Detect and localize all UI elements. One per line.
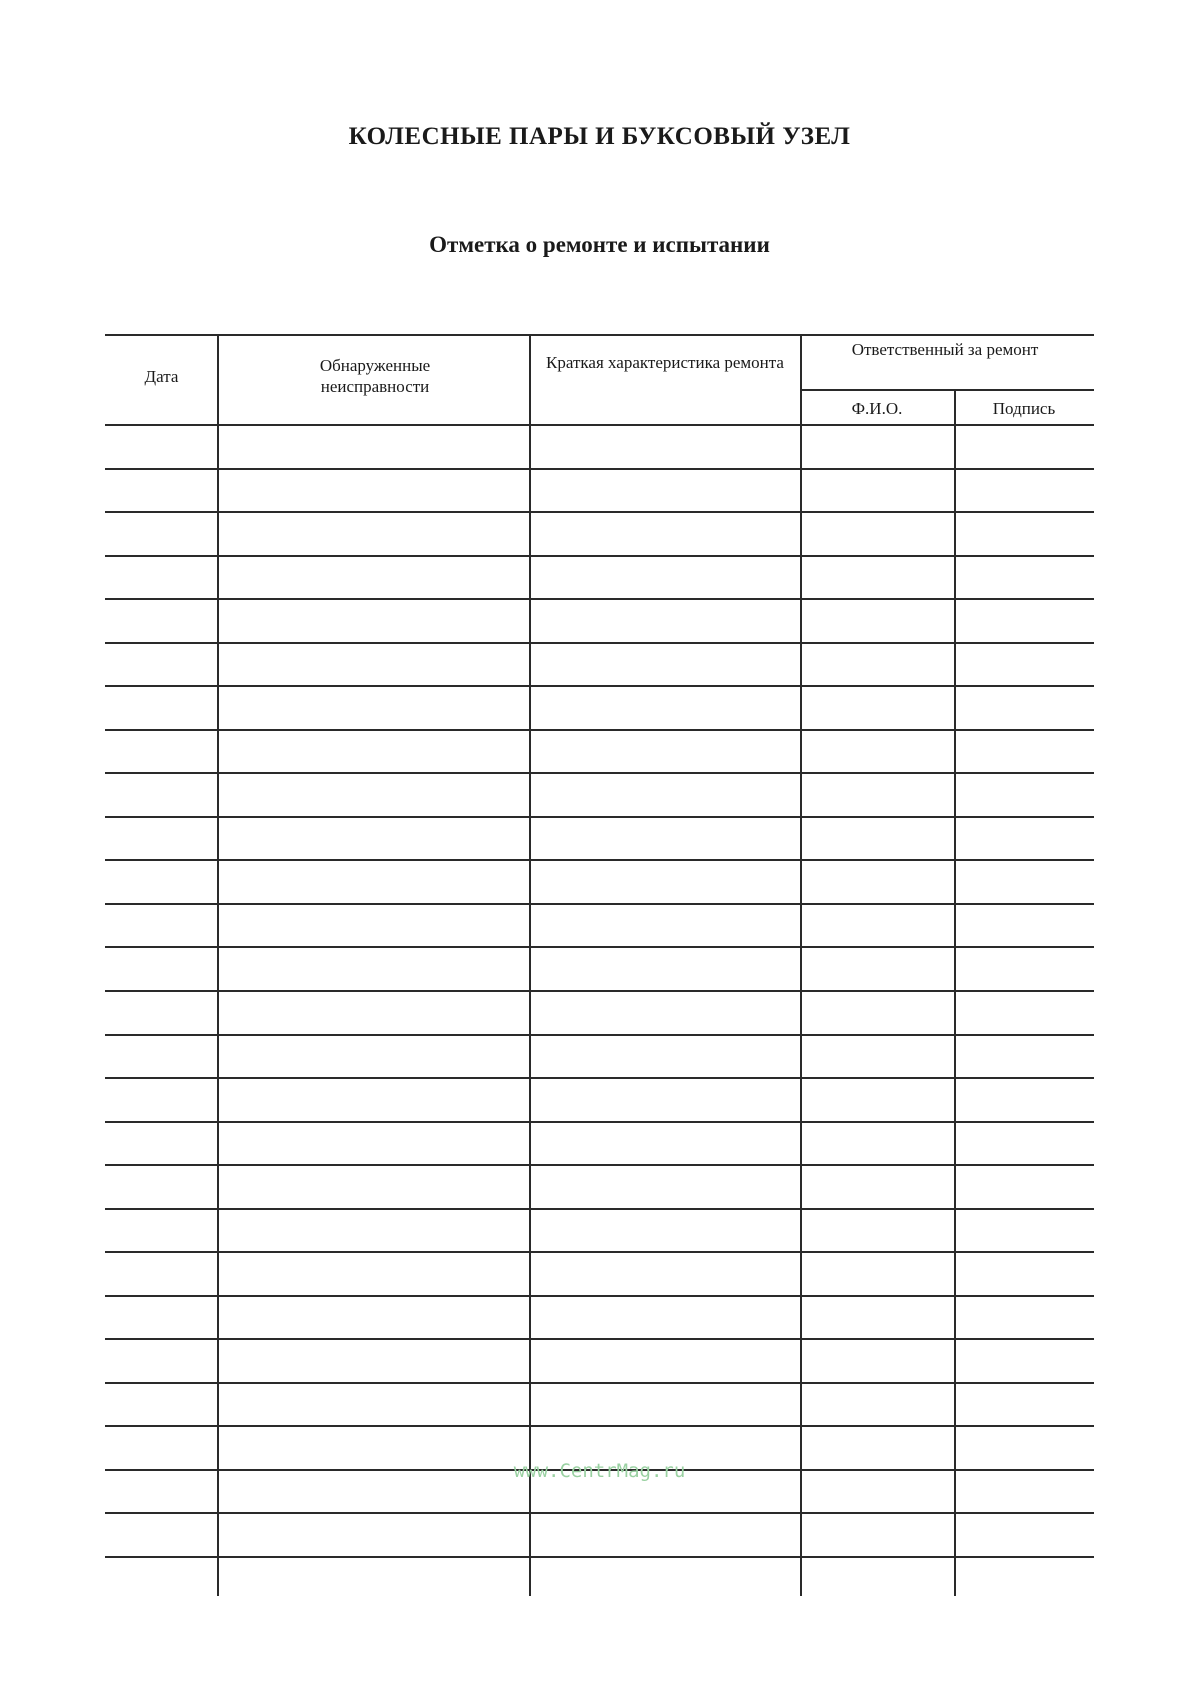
column-header-date: Дата (144, 367, 179, 386)
document-title: КОЛЕСНЫЕ ПАРЫ И БУКСОВЫЙ УЗЕЛ (348, 123, 851, 150)
watermark-text: www.CentrMag.ru (513, 1460, 686, 1482)
column-header-defects: Обнаруженные неисправности (319, 356, 431, 396)
column-header-responsible: Ответственный за ремонт (851, 340, 1039, 359)
column-header-signature: Подпись (992, 399, 1056, 418)
column-header-repair-summary: Краткая характеристика ремонта (546, 353, 784, 372)
column-header-full-name: Ф.И.О. (851, 399, 903, 418)
document-subtitle: Отметка о ремонте и испытании (429, 232, 770, 257)
